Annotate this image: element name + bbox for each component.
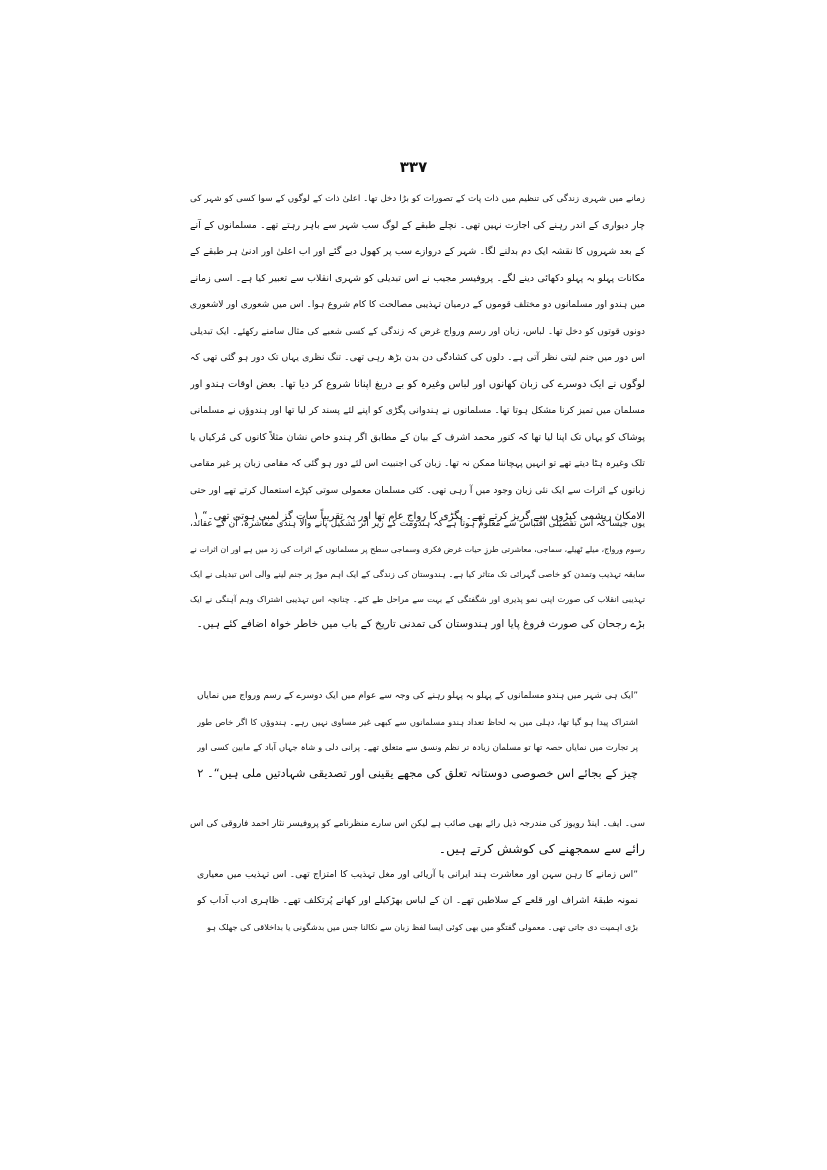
- text-line: رسوم ورواج، میلے ٹھیلے، سماجی، معاشرتی طرزِ حیات غرض فکری وسماجی سطح پر مسلمانوں کے اثرات کی زد میں ہے اور ان اثرات نے: [190, 545, 645, 554]
- text-line: تلک وغیرہ ہٹا دیتے تھے تو انہیں پہچاننا ممکن نہ تھا۔ زبان کی اجنبیت اس لئے دور ہو گئی کہ مقامی زبان پر غیر مقامی: [190, 458, 645, 469]
- text-line: بڑے رجحان کی صورت فروغ پایا اور ہندوستان کی تمدنی تاریخ کے باب میں خاطر خواہ اضافے کئے ہیں۔: [196, 618, 645, 630]
- text-line: الامکان ریشمی کپڑوں سے گریز کرتے تھے۔ پگڑی کا رواج عام تھا اور یہ تقریباً سات گز لمبی ہوتی تھی۔“ ۱: [193, 511, 645, 522]
- text-line: یوں جیسا کہ اس تفصیلی اقتباس سے معلوم ہوتا ہے کہ ہندومت کے زیر اثر تشکیل پانے والا ہندی معاشرہ، اُن کے عقائد،: [190, 519, 645, 529]
- text-line: مسلمان میں تمیز کرنا مشکل ہوتا تھا۔ مسلمانوں نے ہندوانی پگڑی کو اپنے لئے پسند کر لیا تھا اور ہندوؤں نے مسلمانی: [190, 405, 645, 416]
- text-line: سابقہ تہذیب وتمدن کو خاصی گہرائی تک متاثر کیا ہے۔ ہندوستان کی زندگی کے ایک اہم موڑ پر جنم لینے والی اس تبدیلی نے ایک: [190, 569, 645, 579]
- text-line: لوگوں نے ایک دوسرے کی زبان کھانوں اور لباس وغیرہ کو بے دریغ اپنانا شروع کر دیا تھا۔ بعض اوقات ہندو اور: [190, 378, 645, 390]
- text-line: دونوں قوتوں کو دخل تھا۔ لباس، زبان اور رسم ورواج غرض کہ زندگی کے کسی شعبے کی مثال سامنے رکھئے۔ ایک تبدیلی: [190, 326, 645, 337]
- text-line: بڑی اہمیت دی جاتی تھی۔ معمولی گفتگو میں بھی کوئی ایسا لفظ زبان سے نکالنا جس میں بدشگونی یا بداخلاقی کی جھلک ہو: [207, 922, 638, 932]
- text-line: پوشاک کو یہاں تک اپنا لیا تھا کہ کنور محمد اشرف کے بیان کے مطابق اگر ہندو خاص نشان مثلاً کانوں کی مُرکیاں یا: [190, 431, 645, 443]
- text-line: زمانے میں شہری زندگی کی تنظیم میں ذات پات کے تصورات کو بڑا دخل تھا۔ اعلیٰ ذات کے لوگوں کے سوا کسی کو شہر کی: [190, 194, 645, 204]
- body-paragraph-1: [190, 186, 645, 531]
- text-line: ”اس زمانے کا رہن سہن اور معاشرت ہند ایرانی یا آریائی اور مغل تہذیب کا امتزاج تھی۔ اس تہذیب میں معیاری: [197, 869, 638, 880]
- block-quote-1: [197, 684, 638, 786]
- text-line: میں ہندو اور مسلمانوں دو مختلف قوموں کے درمیان تہذیبی مصالحت کا کام شروع ہوا۔ اس میں شعوری اور لاشعوری: [190, 299, 645, 310]
- text-line: چار دیواری کے اندر رہنے کی اجازت نہیں تھی۔ نچلے طبقے کے لوگ سب شہر سے باہر رہتے تھے۔ مسلمانوں کے آنے: [190, 219, 645, 231]
- text-line: کے بعد شہروں کا نقشہ ایک دم بدلنے لگا۔ شہر کے دروازے سب پر کھول دیے گئے اور اب اعلیٰ اور ادنیٰ ہر طبقے کے: [190, 246, 645, 257]
- text-line: نمونہ طبقۂ اشراف اور قلعے کے سلاطین تھے۔ ان کے لباس بھڑکیلے اور کھانے پُرتکلف تھے۔ ظاہری ادب آداب کو: [197, 895, 638, 906]
- text-line: اس دور میں جنم لیتی نظر آتی ہے۔ دلوں کی کشادگی دن بدن بڑھ رہی تھی۔ تنگ نظری یہاں تک دور ہو گئی تھی کہ: [190, 352, 645, 363]
- text-line: اشتراک پیدا ہو گیا تھا، دہلی میں بہ لحاظ تعداد ہندو مسلمانوں سے کبھی غیر مساوی نہیں رہے۔ ہندوؤں کا اگر خاص طور: [197, 716, 638, 727]
- block-quote-2: [197, 862, 638, 940]
- body-paragraph-3: [190, 812, 645, 862]
- text-line: ”ایک ہی شہر میں ہندو مسلمانوں کے پہلو بہ پہلو رہنے کی وجہ سے عوام میں ایک دوسرے کے رسم ورواج میں نمایاں: [197, 691, 638, 701]
- text-line: مکانات پہلو بہ پہلو دکھائی دینے لگے۔ پروفیسر مجیب نے اس تبدیلی کو شہری انقلاب سے تعبیر کیا ہے۔ اسی زمانے: [190, 272, 645, 284]
- text-line: رائے سے سمجھنے کی کوشش کرتے ہیں۔: [438, 842, 645, 856]
- text-line: سی۔ ایف۔ اینڈ رویوز کی مندرجہ ذیل رائے بھی صائب ہے لیکن اس سارے منظرنامے کو پروفیسر نثار احمد فاروقی کی اس: [190, 819, 645, 829]
- text-line: زبانوں کے اثرات سے ایک نئی زبان وجود میں آ رہی تھی۔ کئی مسلمان معمولی سوتی کپڑے استعمال کرتے تھے اور حتی: [190, 484, 645, 496]
- page-number: ۳۳۷: [399, 158, 428, 176]
- text-line: چیز کے بجائے اس خصوصی دوستانہ تعلق کی مجھے یقینی اور تصدیقی شہادتیں ملی ہیں“۔ ۲: [197, 765, 638, 780]
- text-line: تہذیبی انقلاب کی صورت اپنی نمو پذیری اور شگفتگی کے بہت سے مراحل طے کئے۔ چنانچہ اس تہذیبی اشتراک وہم آہنگی نے ایک: [190, 594, 645, 604]
- body-paragraph-2: [190, 512, 645, 637]
- text-line: پر تجارت میں نمایاں حصہ تھا تو مسلمان زیادہ تر نظم ونسق سے متعلق تھے۔ پرانی دلی و شاہ جہاں آباد کے مابین کسی اور: [197, 742, 638, 752]
